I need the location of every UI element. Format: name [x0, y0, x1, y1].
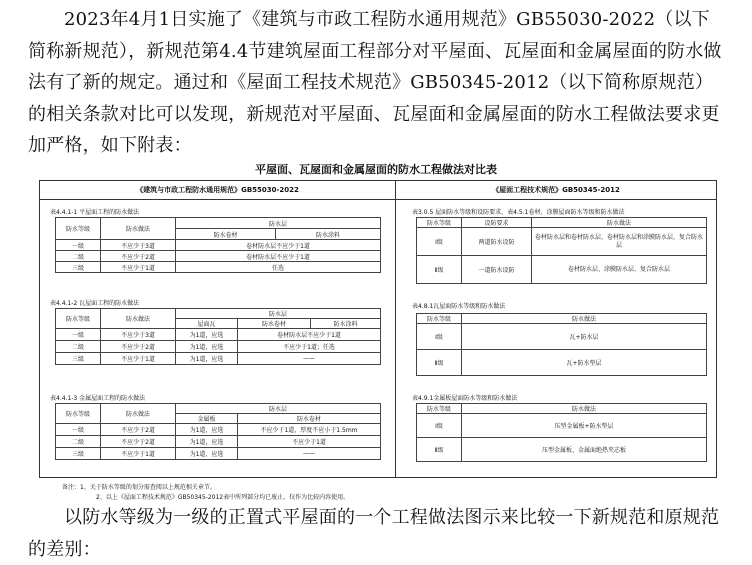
cell: 卷材防水层不应少于1道: [176, 240, 381, 251]
header-cell: 防水涂料: [311, 319, 381, 329]
header-cell: 防水卷材: [176, 229, 276, 240]
table-row: [56, 262, 381, 273]
header-cell: 防水卷材: [238, 319, 311, 329]
header-cell: 防水卷材: [238, 414, 381, 424]
cell: 不应少于1道: [101, 353, 176, 365]
cell: 二级: [56, 251, 101, 262]
cell: 不应少于1道: [101, 448, 176, 460]
cell: 二级: [56, 341, 101, 353]
cell: 不应少于2道: [101, 436, 176, 448]
cell: 任选: [176, 262, 381, 273]
cell: 为1道，应选: [176, 448, 238, 460]
cell: 不应少于2道: [101, 251, 176, 262]
left-column-header: 《建筑与市政工程防水通用规范》GB55030-2022: [40, 181, 395, 200]
right-column-header: 《屋面工程技术规范》GB50345-2012: [396, 181, 716, 200]
header-cell: 防水涂料: [276, 229, 381, 240]
table-title: 表4.8.1瓦屋面防水等级和防水做法: [412, 303, 506, 310]
notes-divider: [40, 477, 716, 478]
cell: 压型金属板、金属面绝热夹芯板: [462, 438, 707, 462]
comparison-table: [39, 180, 717, 478]
header-cell: 防水等级: [56, 404, 101, 424]
table-row: [56, 341, 381, 353]
header-cell: 防水等级: [417, 404, 462, 414]
tile-grade-table: [416, 313, 707, 376]
header-cell: 防水等级: [417, 314, 462, 324]
header-cell: 防水做法: [101, 404, 176, 424]
table-title: 表4.9.1金属板屋面防水等级和防水做法: [412, 395, 518, 402]
cell: 瓦+防水垫层: [462, 350, 707, 376]
roof-grade-table: [416, 217, 707, 284]
cell: 瓦+防水层: [462, 324, 707, 350]
header-cell: 屋面瓦: [176, 319, 238, 329]
outro-paragraph: 以防水等级为一级的正置式平屋面的一个工程做法图示来比较一下新规范和原规范的差别：: [28, 507, 720, 560]
table-row: [417, 414, 707, 438]
cell: 一级: [56, 424, 101, 436]
cell: 一级: [56, 329, 101, 341]
flat-roof-table: [55, 217, 381, 273]
header-cell: 金属板: [176, 414, 238, 424]
cell: 为1道，应选: [176, 341, 238, 353]
table-title: 表4.4.1-2 瓦屋面工程的防水做法: [50, 300, 140, 307]
note-line: 备注：1、关于防水等级的划分需查阅以上规范相关章节。: [62, 484, 216, 491]
cell: 卷材防水层、涂膜防水层、复合防水层: [532, 256, 707, 284]
cell: 一道防水设防: [462, 256, 532, 284]
header-cell: 防水层: [176, 404, 381, 414]
table-row: [56, 240, 381, 251]
cell: 卷材防水层不应少于1道: [238, 329, 381, 341]
cell: 不应少于3道: [101, 329, 176, 341]
cell: Ⅱ级: [417, 350, 462, 376]
cell: 不应少于1道: [238, 436, 381, 448]
cell: 不应少于1道；任选: [238, 341, 381, 353]
table-caption: 平屋面、瓦屋面和金属屋面的防水工程做法对比表: [255, 163, 497, 176]
cell: 一级: [56, 240, 101, 251]
header-cell: 防水做法: [462, 404, 707, 414]
cell: 压型金属板+防水垫层: [462, 414, 707, 438]
cell: 不应少于3道: [101, 240, 176, 251]
note-line: 2、以上《屋面工程技术规范》GB50345-2012表中所列部分均已废止，仅作为比较内容使用。: [96, 494, 350, 501]
table-title: 表4.4.1-3 金属屋面工程的防水做法: [50, 395, 146, 402]
header-cell: 设防要求: [462, 218, 532, 228]
table-row: [56, 436, 381, 448]
table-row: [56, 448, 381, 460]
header-cell: 防水做法: [532, 218, 707, 228]
table-row: [417, 438, 707, 462]
cell: 为1道，应选: [176, 353, 238, 365]
header-cell: 防水等级: [417, 218, 462, 228]
table-row: [56, 251, 381, 262]
header-cell: 防水层: [176, 309, 381, 319]
cell: Ⅰ级: [417, 414, 462, 438]
table-row: [56, 353, 381, 365]
table-title: 表4.4.1-1 平屋面工程的防水做法: [50, 209, 140, 216]
cell: Ⅰ级: [417, 228, 462, 256]
header-cell: 防水做法: [101, 218, 176, 240]
column-divider: [395, 181, 396, 477]
tile-roof-table: [55, 308, 381, 365]
table-row: [417, 256, 707, 284]
header-cell: 防水做法: [101, 309, 176, 329]
cell: 不应少于2道: [101, 341, 176, 353]
cell: ——: [238, 448, 381, 460]
cell: 三级: [56, 262, 101, 273]
table-title: 表3.0.5 屋面防水等级和设防要求，表4.5.1卷材、涂膜屋面防水等级和防水做法: [412, 209, 625, 216]
intro-paragraph: 2023年4月1日实施了《建筑与市政工程防水通用规范》GB55030-2022（以下简称新规范），新规范第4.4节建筑屋面工程部分对平屋面、瓦屋面和金属屋面的防水做法有了新的规定。通过和《屋面工程技术规范》GB50345-2012（以下简称原规范）的相关条款对比可以发现，新规范对平屋面、瓦屋面和金属屋面的防水工程做法要求更加严格，如下附表：: [28, 9, 722, 156]
cell: 卷材防水层不应少于1道: [176, 251, 381, 262]
cell: 两道防水设防: [462, 228, 532, 256]
table-row: [56, 424, 381, 436]
cell: 三级: [56, 353, 101, 365]
cell: 不应少于1道: [101, 262, 176, 273]
table-row: [417, 228, 707, 256]
cell: 卷材防水层和卷材防水层、卷材防水层和涂膜防水层、复合防水层: [532, 228, 707, 256]
table-row: [417, 324, 707, 350]
metal-roof-table: [55, 403, 381, 460]
table-row: [56, 329, 381, 341]
header-cell: 防水做法: [462, 314, 707, 324]
cell: 二级: [56, 436, 101, 448]
cell: Ⅱ级: [417, 256, 462, 284]
cell: 为1道，应选: [176, 436, 238, 448]
cell: Ⅰ级: [417, 324, 462, 350]
cell: 三级: [56, 448, 101, 460]
cell: 为1道，应选: [176, 329, 238, 341]
cell: 为1道，应选: [176, 424, 238, 436]
cell: ——: [238, 353, 381, 365]
cell: Ⅱ级: [417, 438, 462, 462]
table-row: [417, 350, 707, 376]
cell: 不应少于2道: [101, 424, 176, 436]
header-cell: 防水层: [176, 218, 381, 229]
cell: 不应少于1道，厚度不应小于1.5mm: [238, 424, 381, 436]
header-cell: 防水等级: [56, 309, 101, 329]
metal-grade-table: [416, 403, 707, 462]
header-cell: 防水等级: [56, 218, 101, 240]
